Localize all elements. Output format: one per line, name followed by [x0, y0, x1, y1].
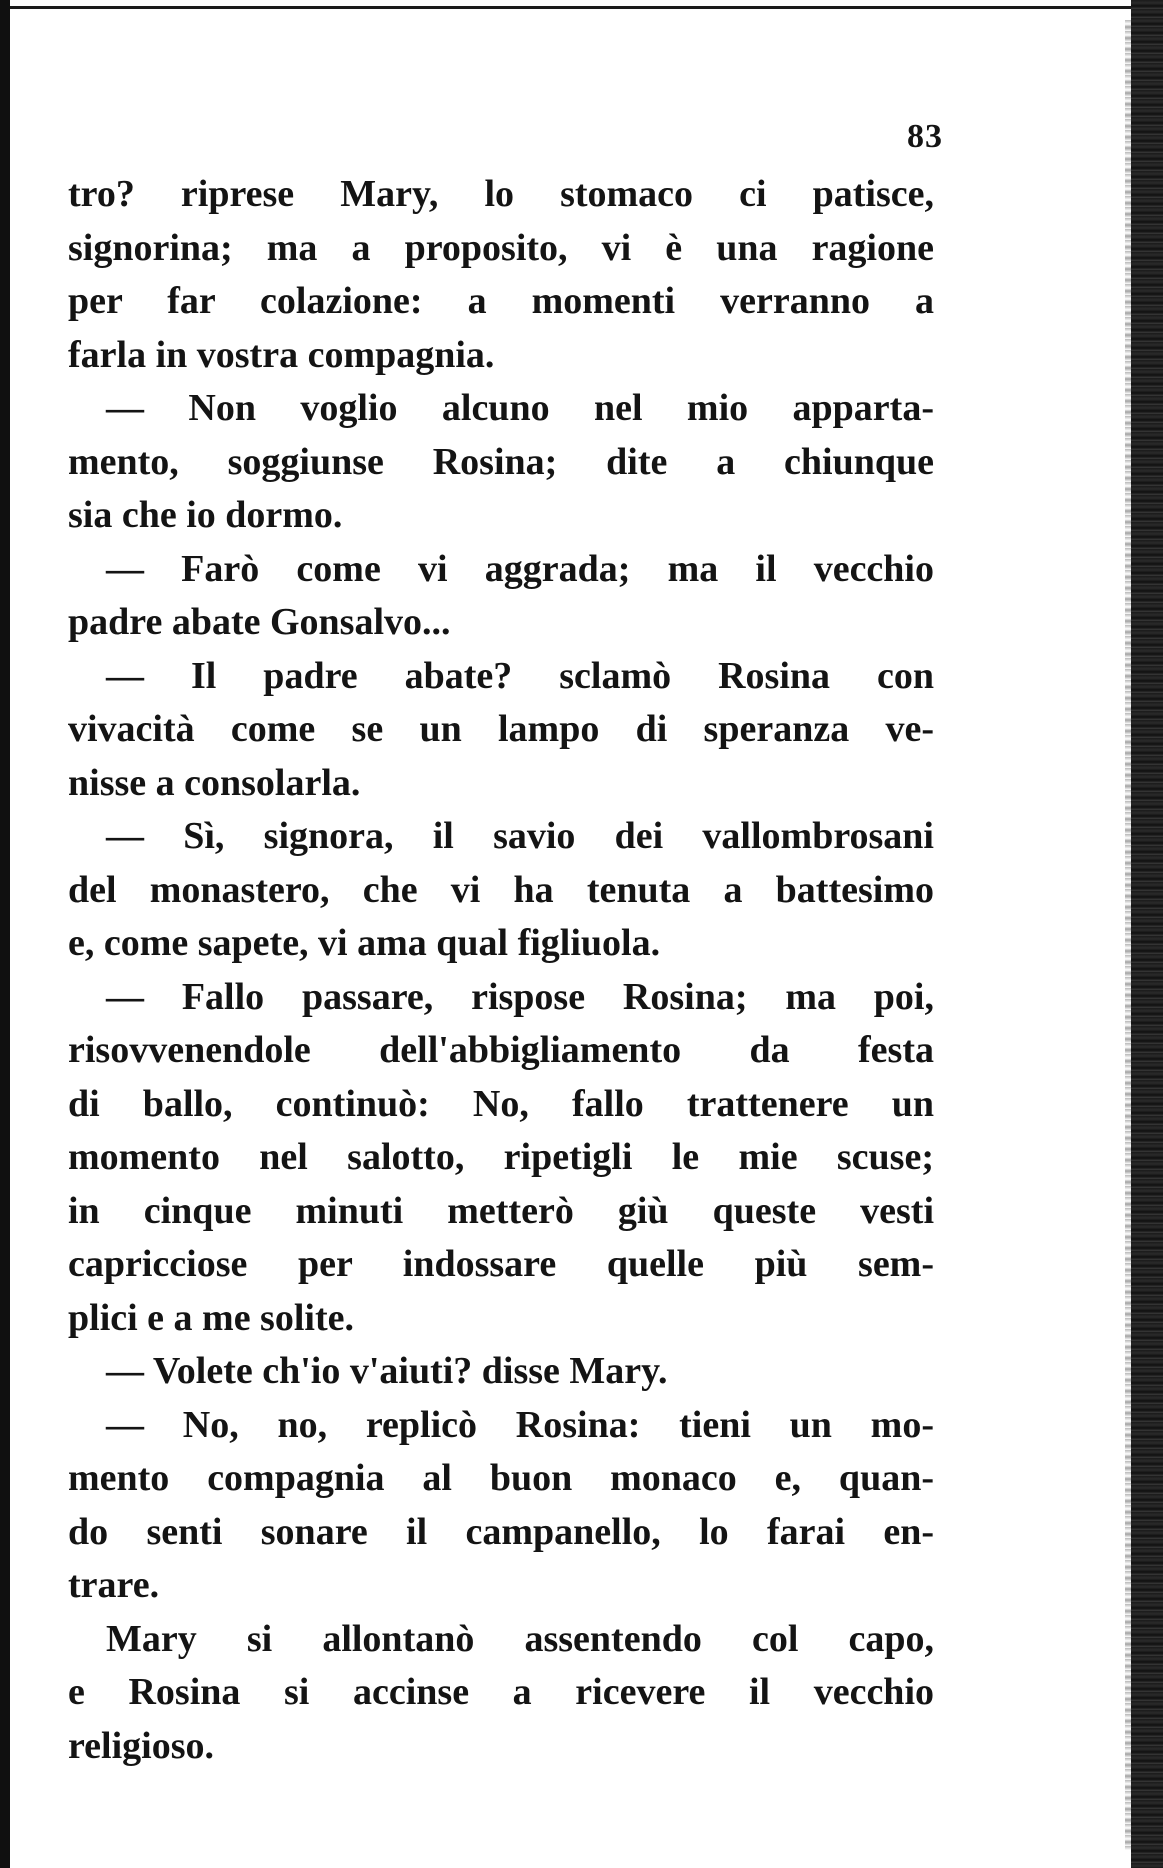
text-line: capricciose per indossare quelle più sem-	[68, 1243, 934, 1285]
text-line: religioso.	[68, 1724, 215, 1767]
text-line: signorina; ma a proposito, vi è una ragione	[68, 226, 934, 269]
text-line: mento compagnia al buon monaco e, quan-	[68, 1457, 934, 1499]
text-line: sia che io dormo.	[68, 494, 343, 536]
text-line: e, come sapete, vi ama qual figliuola.	[68, 922, 661, 964]
text-line: in cinque minuti metterò giù queste vesti	[68, 1189, 934, 1232]
text-line: — No, no, replicò Rosina: tieni un mo-	[106, 1403, 934, 1446]
text-line: plici e a me solite.	[68, 1296, 354, 1339]
text-line: — Il padre abate? sclamò Rosina con	[106, 654, 934, 697]
text-line: — Sì, signora, il savio dei vallombrosani	[106, 815, 934, 857]
body-text	[68, 168, 934, 1773]
text-line: trare.	[68, 1564, 160, 1606]
text-line: — Farò come vi aggrada; ma il vecchio	[106, 547, 934, 590]
text-line: del monastero, che vi ha tenuta a battesimo	[68, 868, 934, 911]
text-line: vivacità come se un lampo di speranza ve-	[68, 708, 934, 750]
text-line: Mary si allontanò assentendo col capo,	[106, 1617, 934, 1660]
page-number: 83	[907, 118, 943, 155]
text-line: e Rosina si accinse a ricevere il vecchio	[68, 1671, 934, 1713]
text-line: — Volete ch'io v'aiuti? disse Mary.	[106, 1350, 668, 1392]
text-line: mento, soggiunse Rosina; dite a chiunque	[68, 440, 934, 483]
scan-right-edge	[1131, 0, 1163, 1868]
text-line: risovvenendole dell'abbigliamento da festa	[68, 1029, 934, 1071]
text-line: do senti sonare il campanello, lo farai en-	[68, 1510, 934, 1553]
text-line: per far colazione: a momenti verranno a	[68, 280, 934, 322]
scan-top-rule	[0, 6, 1163, 9]
text-line: momento nel salotto, ripetigli le mie scuse;	[68, 1136, 934, 1178]
text-line: padre abate Gonsalvo...	[68, 601, 451, 643]
text-line: nisse a consolarla.	[68, 761, 361, 804]
text-line: farla in vostra compagnia.	[68, 333, 495, 376]
text-line: tro? riprese Mary, lo stomaco ci patisce,	[68, 173, 934, 215]
text-line: di ballo, continuò: No, fallo trattenere un	[68, 1082, 934, 1125]
scan-left-edge	[0, 0, 10, 1868]
text-line: — Non voglio alcuno nel mio apparta-	[106, 387, 934, 429]
text-line: — Fallo passare, rispose Rosina; ma poi,	[106, 975, 934, 1018]
